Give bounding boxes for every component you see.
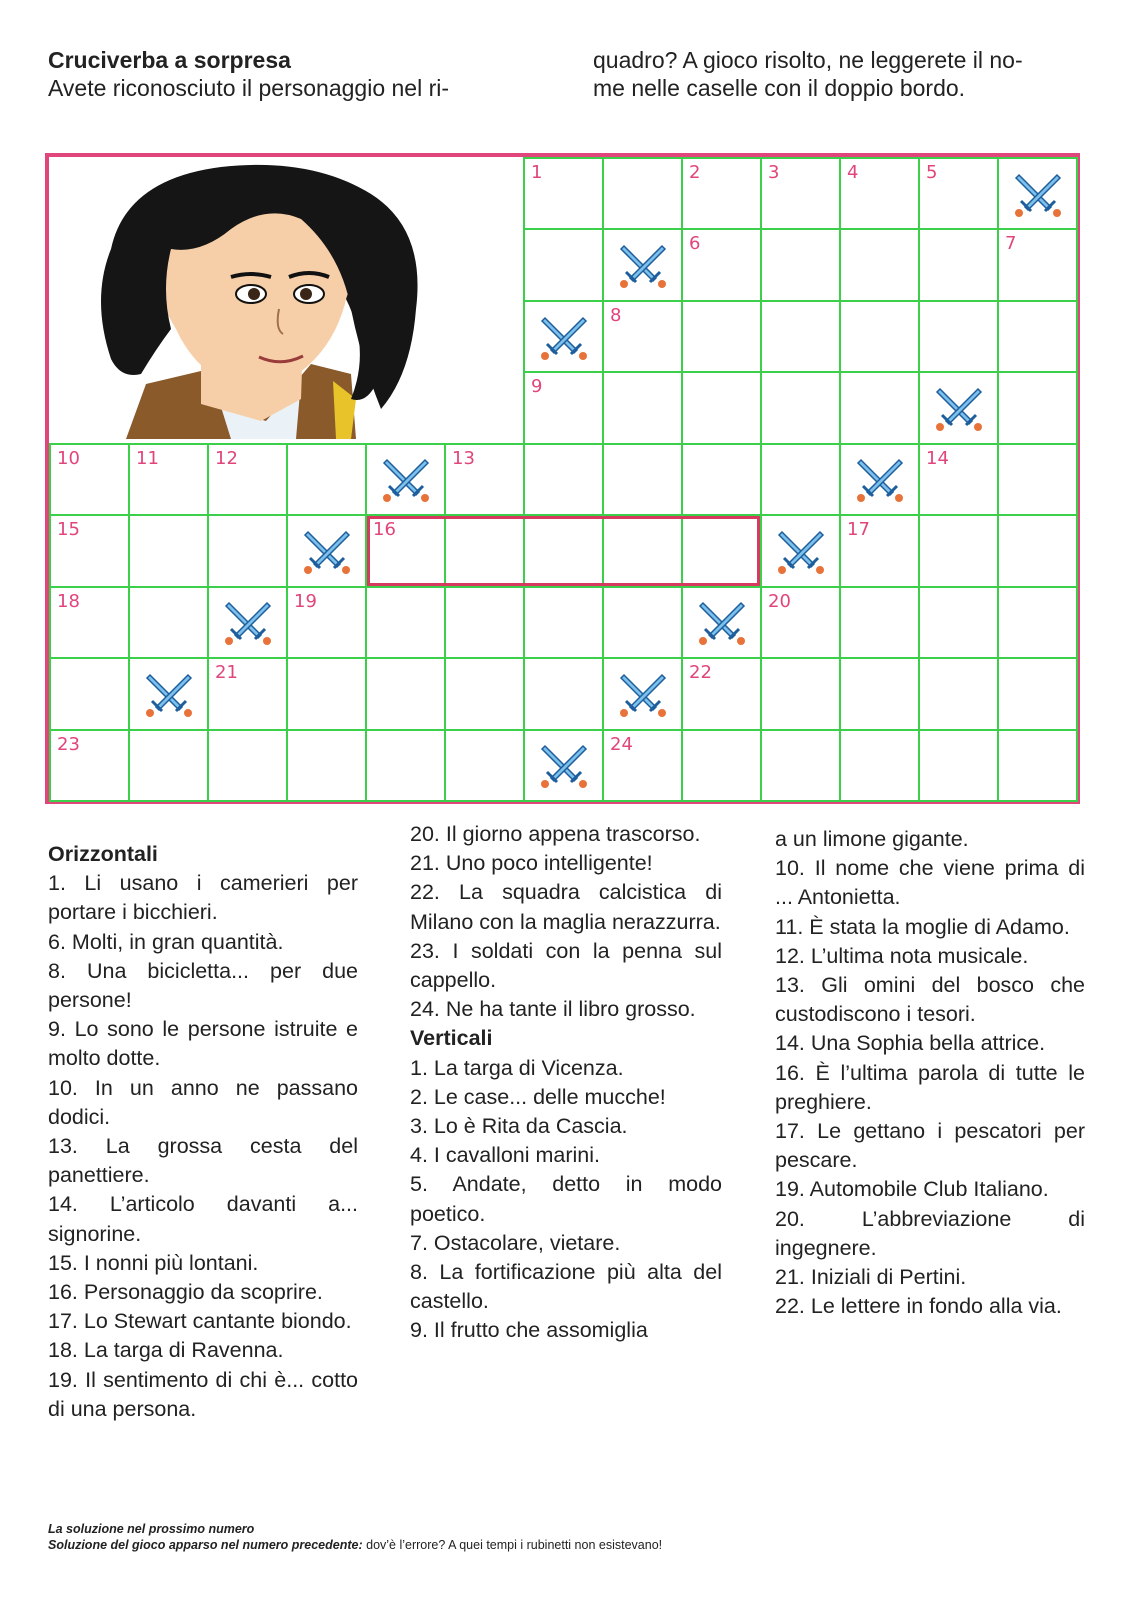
block-cell [918, 371, 999, 444]
grid-cell[interactable] [365, 586, 446, 659]
clue-item: 14. Una Sophia bella attrice. [775, 1031, 1046, 1056]
crossed-swords-icon [142, 667, 196, 721]
clue-item: 12. L’ultima nota musicale. [775, 943, 1029, 968]
crossed-swords-icon [537, 310, 591, 364]
block-cell [523, 729, 604, 802]
clue-item: 8. La fortificazione più alta del castello. [410, 1260, 722, 1314]
clue-item: 18. La targa di Ravenna. [48, 1338, 284, 1363]
grid-cell[interactable] [523, 443, 604, 516]
clue-item: 20. L’abbreviazione di ingegnere. [775, 1206, 1085, 1260]
grid-cell[interactable] [207, 443, 288, 516]
clue-item: 5. Andate, detto in modo poetico. [410, 1172, 722, 1226]
grid-cell[interactable] [997, 514, 1078, 587]
clue-item: 13. Gli omini del bosco che custodiscono i tesori. [775, 973, 1085, 1027]
grid-cell[interactable] [444, 514, 525, 587]
grid-cell[interactable] [286, 729, 367, 802]
clue-item: 7. Ostacolare, vietare. [410, 1230, 621, 1255]
cell-number: 24 [610, 733, 633, 755]
grid-cell[interactable] [760, 300, 841, 373]
grid-cell[interactable] [365, 514, 446, 587]
grid-cell[interactable] [523, 157, 604, 230]
grid-cell[interactable] [681, 157, 762, 230]
grid-cell[interactable] [523, 657, 604, 730]
clue-item: 9. Il frutto che assomiglia [410, 1318, 648, 1343]
clue-item: 16. Personaggio da scoprire. [48, 1280, 323, 1305]
cell-number: 21 [215, 662, 238, 684]
grid-cell[interactable] [444, 729, 525, 802]
cell-number: 13 [452, 447, 475, 469]
grid-cell[interactable] [49, 729, 130, 802]
grid-cell[interactable] [839, 586, 920, 659]
clue-item: 10. In un anno ne passano dodici. [48, 1075, 358, 1129]
crossed-swords-icon [695, 595, 749, 649]
grid-cell[interactable] [681, 443, 762, 516]
cell-number: 1 [531, 162, 543, 183]
grid-cell[interactable] [760, 586, 841, 659]
crossed-swords-icon [932, 381, 986, 435]
footer [48, 1521, 662, 1553]
portrait-drawing [51, 159, 515, 439]
cell-number: 15 [57, 519, 80, 541]
crossword-grid [45, 153, 1080, 804]
clue-item: 4. I cavalloni marini. [410, 1143, 600, 1168]
block-cell [602, 228, 683, 301]
block-cell [286, 514, 367, 587]
cell-number: 23 [57, 733, 80, 755]
clue-item: 10. Il nome che viene prima di ... Antonietta. [775, 856, 1085, 910]
clues-column-1 [48, 840, 358, 1424]
grid-cell[interactable] [602, 514, 683, 587]
clue-item: 8. Una bicicletta... per due persone! [48, 958, 358, 1013]
block-cell [760, 514, 841, 587]
clue-item: 1. Li usano i camerieri per portare i bicchieri. [48, 871, 358, 925]
intro-text-2: quadro? A gioco risolto, ne leggerete il no- [593, 47, 1023, 73]
intro-text-1: Avete riconosciuto il personaggio nel ri- [48, 75, 450, 101]
down-clues-list-2 [775, 825, 1085, 1321]
grid-cell[interactable] [681, 300, 762, 373]
block-cell [681, 586, 762, 659]
crossed-swords-icon [774, 524, 828, 578]
cell-number: 12 [215, 447, 238, 469]
grid-cell[interactable] [49, 657, 130, 730]
grid-cell[interactable] [760, 729, 841, 802]
grid-cell[interactable] [997, 586, 1078, 659]
crossed-swords-icon [379, 452, 433, 506]
grid-cell[interactable] [602, 586, 683, 659]
down-heading: Verticali [410, 1026, 493, 1051]
grid-cell[interactable] [523, 228, 604, 301]
clue-item: 17. Le gettano i pescatori per pescare. [775, 1119, 1085, 1173]
clue-item: 3. Lo è Rita da Cascia. [410, 1114, 628, 1139]
grid-cell[interactable] [997, 300, 1078, 373]
grid-cell[interactable] [602, 729, 683, 802]
grid-cell[interactable] [523, 514, 604, 587]
grid-cell[interactable] [444, 443, 525, 516]
grid-cell[interactable] [49, 586, 130, 659]
intro-text-3: me nelle caselle con il doppio bordo. [593, 75, 966, 101]
crossed-swords-icon [300, 524, 354, 578]
grid-cell[interactable] [839, 371, 920, 444]
grid-cell[interactable] [49, 514, 130, 587]
grid-cell[interactable] [523, 371, 604, 444]
block-cell [523, 300, 604, 373]
grid-cell[interactable] [602, 443, 683, 516]
grid-cell[interactable] [997, 371, 1078, 444]
grid-cell[interactable] [997, 657, 1078, 730]
footer-previous-solution: dov’è l’errore? A quei tempi i rubinetti non esistevano! [362, 1538, 663, 1552]
grid-cell[interactable] [523, 586, 604, 659]
clues-column-3 [775, 825, 1085, 1321]
grid-cell[interactable] [207, 729, 288, 802]
clue-item: 2. Le case... delle mucche! [410, 1084, 666, 1109]
grid-cell[interactable] [681, 371, 762, 444]
clue-item: 19. Il sentimento di chi è... cotto di una persona. [48, 1367, 358, 1421]
cell-number: 2 [689, 162, 701, 183]
cell-number: 6 [689, 233, 701, 255]
grid-cell[interactable] [918, 157, 999, 230]
clue-item: 17. Lo Stewart cantante biondo. [48, 1309, 352, 1334]
cell-number: 22 [689, 662, 712, 684]
cell-number: 9 [531, 376, 543, 398]
footer-previous-label: Soluzione del gioco apparso nel numero precedente: [48, 1538, 363, 1552]
block-cell [207, 586, 288, 659]
crossed-swords-icon [616, 238, 670, 292]
grid-cell[interactable] [444, 586, 525, 659]
cell-number: 4 [847, 162, 859, 183]
grid-cell[interactable] [997, 729, 1078, 802]
clue-item: 19. Automobile Club Italiano. [775, 1177, 1049, 1202]
clue-item: 1. La targa di Vicenza. [410, 1055, 624, 1080]
clue-item: 24. Ne ha tante il libro grosso. [410, 997, 696, 1022]
grid-cell[interactable] [839, 157, 920, 230]
grid-cell[interactable] [286, 443, 367, 516]
cell-number: 7 [1005, 233, 1017, 255]
clue-item: 6. Molti, in gran quantità. [48, 929, 284, 954]
across-clues-list [48, 869, 358, 1424]
clue-item: 9. Lo sono le persone istruite e molto dotte. [48, 1017, 358, 1071]
grid-cell[interactable] [918, 443, 999, 516]
clue-item: 16. È l’ultima parola di tutte le preghiere. [775, 1060, 1085, 1114]
grid-cell[interactable] [681, 657, 762, 730]
block-cell [602, 657, 683, 730]
grid-cell[interactable] [760, 157, 841, 230]
cell-number: 3 [768, 162, 780, 183]
clue-item: 23. I soldati con la penna sul cappello. [410, 938, 722, 993]
grid-cell[interactable] [839, 514, 920, 587]
grid-cell[interactable] [839, 228, 920, 301]
grid-cell[interactable] [760, 443, 841, 516]
clue-item: 21. Uno poco intelligente! [410, 851, 653, 876]
grid-cell[interactable] [286, 657, 367, 730]
grid-cell[interactable] [997, 228, 1078, 301]
clue-item: 22. La squadra calcistica di Milano con la maglia nerazzurra. [410, 880, 722, 934]
grid-cell[interactable] [918, 300, 999, 373]
cell-number: 10 [57, 447, 80, 469]
grid-cell[interactable] [365, 729, 446, 802]
grid-cell[interactable] [918, 586, 999, 659]
clue-item: 13. La grossa cesta del panettiere. [48, 1134, 358, 1188]
cell-number: 18 [57, 590, 80, 612]
block-cell [128, 657, 209, 730]
grid-cell[interactable] [839, 657, 920, 730]
clue-item: 20. Il giorno appena trascorso. [410, 822, 701, 846]
grid-cell[interactable] [839, 729, 920, 802]
crossed-swords-icon [853, 452, 907, 506]
grid-cell[interactable] [128, 586, 209, 659]
clue-item: 22. Le lettere in fondo alla via. [775, 1294, 1062, 1319]
character-portrait [51, 159, 523, 443]
cell-number: 20 [768, 590, 791, 612]
cell-number: 16 [373, 519, 396, 541]
cell-number: 8 [610, 304, 622, 326]
clues-column-2 [410, 820, 722, 1346]
grid-cell[interactable] [128, 443, 209, 516]
clue-item: a un limone gigante. [775, 827, 969, 851]
clue-item: 15. I nonni più lontani. [48, 1250, 259, 1275]
grid-cell[interactable] [365, 657, 446, 730]
grid-cell[interactable] [444, 657, 525, 730]
crossed-swords-icon [221, 595, 275, 649]
grid-cell[interactable] [128, 514, 209, 587]
grid-cell[interactable] [839, 300, 920, 373]
grid-cell[interactable] [602, 300, 683, 373]
crossed-swords-icon [537, 738, 591, 792]
crossed-swords-icon [1011, 167, 1065, 221]
cell-number: 14 [926, 447, 949, 469]
grid-cell[interactable] [918, 514, 999, 587]
puzzle-title: Cruciverba a sorpresa [48, 47, 291, 73]
grid-cell[interactable] [128, 729, 209, 802]
grid-cell[interactable] [760, 371, 841, 444]
clue-item: 21. Iniziali di Pertini. [775, 1265, 967, 1290]
clue-item: 11. È stata la moglie di Adamo. [775, 914, 1070, 939]
grid-cell[interactable] [760, 657, 841, 730]
block-cell [997, 157, 1078, 230]
grid-cell[interactable] [286, 586, 367, 659]
cell-number: 11 [136, 447, 159, 469]
grid-cell[interactable] [918, 729, 999, 802]
grid-cell[interactable] [918, 657, 999, 730]
grid-cell[interactable] [602, 371, 683, 444]
grid-cell[interactable] [49, 443, 130, 516]
down-clues-list [410, 1054, 722, 1346]
grid-cell[interactable] [681, 514, 762, 587]
footer-solution-note: La soluzione nel prossimo numero [48, 1522, 255, 1536]
block-cell [839, 443, 920, 516]
crossed-swords-icon [616, 667, 670, 721]
clue-item: 14. L’articolo davanti a... signorine. [48, 1192, 358, 1246]
grid-cell[interactable] [918, 228, 999, 301]
grid-cell[interactable] [997, 443, 1078, 516]
cell-number: 17 [847, 519, 870, 541]
grid-cell[interactable] [681, 729, 762, 802]
cell-number: 19 [294, 590, 317, 612]
grid-cell[interactable] [760, 228, 841, 301]
across-clues-list-2 [410, 820, 722, 1024]
cell-number: 5 [926, 162, 938, 183]
block-cell [365, 443, 446, 516]
grid-cell[interactable] [207, 514, 288, 587]
grid-cell[interactable] [681, 228, 762, 301]
grid-cell[interactable] [602, 157, 683, 230]
grid-cell[interactable] [207, 657, 288, 730]
across-heading: Orizzontali [48, 842, 158, 866]
